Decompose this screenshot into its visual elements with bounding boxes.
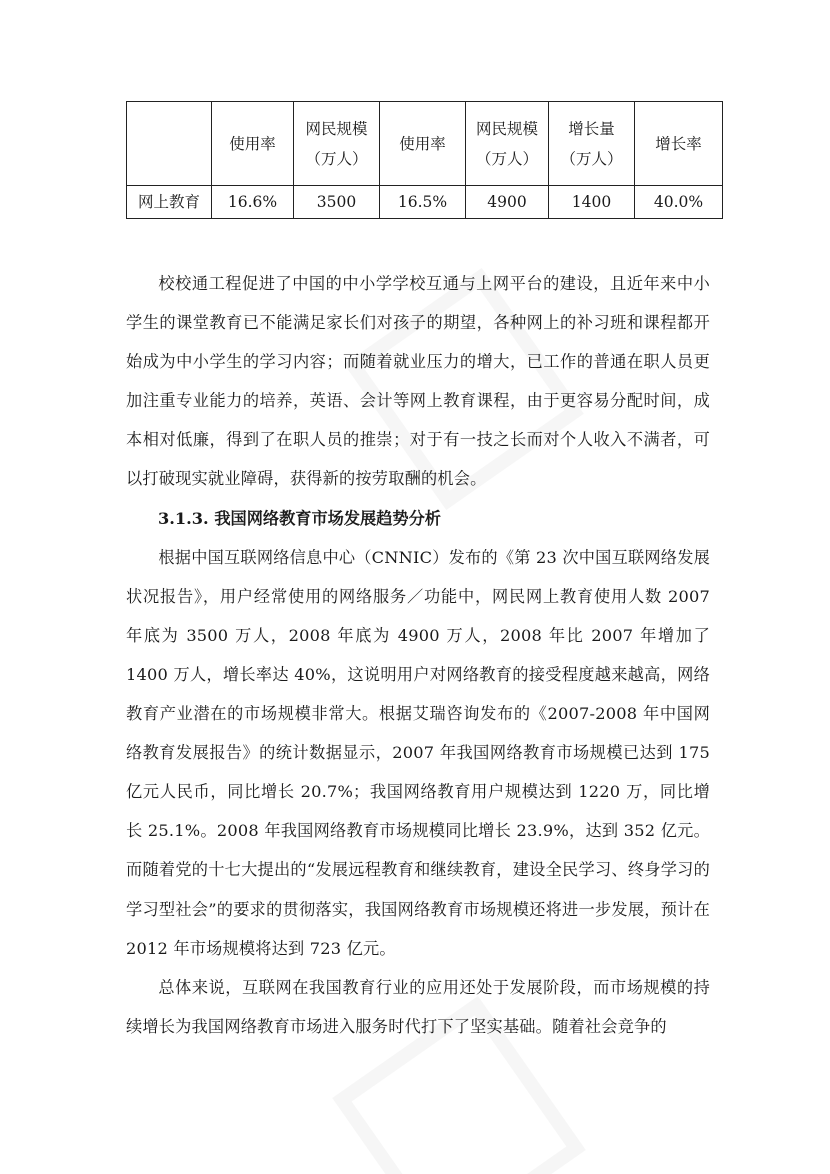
table-header-cell: 使用率 (380, 102, 466, 186)
table-header-cell (127, 102, 212, 186)
table-header-row (127, 102, 723, 186)
table-cell: 40.0% (635, 186, 723, 219)
table-cell: 3500 (294, 186, 380, 219)
table-cell: 4900 (466, 186, 549, 219)
section-heading: 3.1.3. 我国网络教育市场发展趋势分析 (158, 508, 441, 528)
table-cell: 16.6% (212, 186, 294, 219)
table-header-cell: 网民规模 （万人） (294, 102, 380, 186)
table-cell: 16.5% (380, 186, 466, 219)
paragraph: 总体来说，互联网在我国教育行业的应用还处于发展阶段，而市场规模的持续增长为我国网络教育市场进入服务时代打下了坚实基础。随着社会竞争的 (126, 977, 710, 1036)
table-cell: 1400 (549, 186, 635, 219)
paragraph: 根据中国互联网络信息中心（CNNIC）发布的《第 23 次中国互联网络发展状况报告》，用户经常使用的网络服务／功能中，网民网上教育使用人数 2007 年底为 3500 万人，2008 年底为 4900 万人，2008 年比 2007 年增加了 1400 万人，增长率达 40%，这说明用户对网络教育的接受程度越来越高，网络教育产业潜在的市场规模非常大。根据艾瑞咨询发布的《2007-2008 年中国网络教育发展报告》的统计数据显示，2007 年我国网络教育市场规模已达到 175 亿元人民币，同比增长 20.7%；我国网络教育用户规模达到 1220 万，同比增长 25.1%。2008 年我国网络教育市场规模同比增长 23.9%，达到 352 亿元。而随着党的十七大提出的“发展远程教育和继续教育，建设全民学习、终身学习的学习型社会”的要求的贯彻落实，我国网络教育市场规模还将进一步发展，预计在 2012 年市场规模将达到 723 亿元。 (126, 547, 710, 958)
table-header-cell: 增长量 （万人） (549, 102, 635, 186)
statistics-table (126, 101, 723, 219)
table-header-cell: 增长率 (635, 102, 723, 186)
table-cell: 网上教育 (127, 186, 212, 219)
table-row (127, 186, 723, 219)
body-text (126, 264, 710, 1046)
table-header-cell: 使用率 (212, 102, 294, 186)
table-header-cell: 网民规模 （万人） (466, 102, 549, 186)
paragraph: 校校通工程促进了中国的中小学学校互通与上网平台的建设，且近年来中小学生的课堂教育已不能满足家长们对孩子的期望，各种网上的补习班和课程都开始成为中小学生的学习内容；而随着就业压力的增大，已工作的普通在职人员更加注重专业能力的培养，英语、会计等网上教育课程，由于更容易分配时间，成本相对低廉，得到了在职人员的推崇；对于有一技之长而对个人收入不满者，可以打破现实就业障碍，获得新的按劳取酬的机会。 (126, 274, 710, 489)
